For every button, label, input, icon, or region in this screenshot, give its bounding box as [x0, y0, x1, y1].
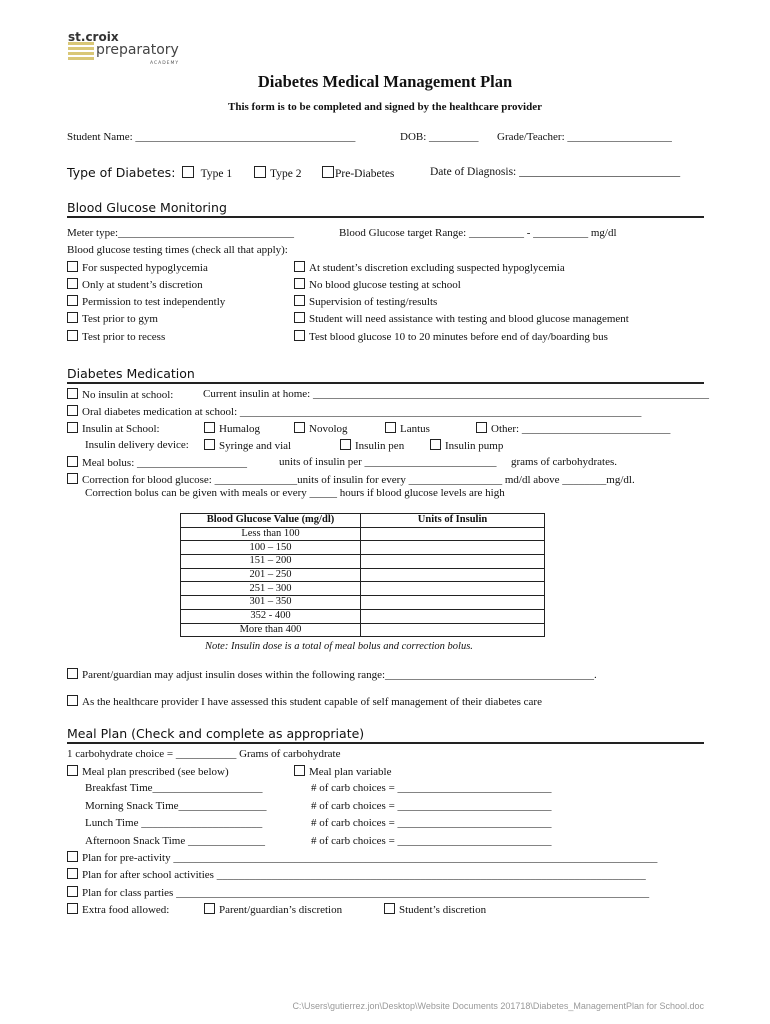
- bgm-left-option[interactable]: [67, 261, 208, 274]
- checkbox[interactable]: [204, 422, 215, 433]
- type2-checkbox[interactable]: [254, 166, 266, 178]
- option-label: Extra food allowed:: [82, 904, 170, 916]
- type2-option[interactable]: [254, 166, 301, 180]
- correction-interval-field[interactable]: Correction bolus can be given with meals or every _____ hours if blood glucose levels are high: [85, 487, 505, 499]
- option-label: Meal plan variable: [309, 766, 392, 778]
- bgm-right-option[interactable]: [294, 312, 629, 325]
- checkbox[interactable]: [294, 330, 305, 341]
- checkbox[interactable]: [430, 439, 441, 450]
- carb-choices-field[interactable]: # of carb choices = ____________________________: [311, 835, 552, 847]
- option-label: Test prior to recess: [82, 331, 166, 343]
- table-row: [181, 609, 545, 623]
- afternoon-snack-field[interactable]: Afternoon Snack Time ______________: [85, 835, 265, 847]
- option-label: Student’s discretion: [399, 904, 487, 916]
- carb-choice-field[interactable]: 1 carbohydrate choice = ___________ Grams of carbohydrate: [67, 748, 341, 760]
- checkbox[interactable]: [67, 422, 78, 433]
- meal-bolus-units-field[interactable]: units of insulin per ________________________: [279, 456, 497, 468]
- table-header-row: [181, 514, 545, 528]
- insulin-dosage-table: [180, 513, 545, 637]
- medication-heading: Diabetes Medication: [67, 366, 195, 381]
- page-subtitle: This form is to be completed and signed by the healthcare provider: [227, 101, 542, 113]
- meal-plan-heading: Meal Plan (Check and complete as appropriate): [67, 726, 365, 741]
- option-label: Plan for after school activities ______________________________________________________________________________: [82, 869, 646, 881]
- lunch-time-field[interactable]: Lunch Time ______________________: [85, 817, 263, 829]
- meal-bolus-grams-label: grams of carbohydrates.: [511, 456, 617, 468]
- checkbox[interactable]: [294, 765, 305, 776]
- meal-plan-divider: [67, 742, 704, 744]
- lantus-option[interactable]: [385, 422, 430, 435]
- bgm-left-option[interactable]: [67, 312, 158, 325]
- checkbox[interactable]: [294, 278, 305, 289]
- checkbox[interactable]: [67, 868, 78, 879]
- bgm-right-option[interactable]: [294, 261, 565, 274]
- class-parties-option[interactable]: [67, 886, 649, 899]
- humalog-option[interactable]: [204, 422, 260, 435]
- student-name-field[interactable]: Student Name: ________________________________________: [67, 131, 356, 143]
- meal-bolus-option[interactable]: [67, 456, 247, 469]
- carb-choices-field[interactable]: # of carb choices = ____________________________: [311, 800, 552, 812]
- units-cell[interactable]: [361, 582, 545, 596]
- option-label: Test blood glucose 10 to 20 minutes before end of day/boarding bus: [309, 331, 608, 343]
- bg-range-cell: 151 – 200: [181, 555, 361, 569]
- units-cell[interactable]: [361, 527, 545, 541]
- option-label: No insulin at school:: [82, 389, 174, 401]
- option-label: Lantus: [400, 423, 430, 435]
- checkbox[interactable]: [294, 295, 305, 306]
- bgm-right-option[interactable]: [294, 278, 461, 291]
- units-cell[interactable]: [361, 541, 545, 555]
- bgm-right-option[interactable]: [294, 330, 608, 343]
- checkbox[interactable]: [67, 312, 78, 323]
- checkbox[interactable]: [67, 388, 78, 399]
- checkbox[interactable]: [67, 668, 78, 679]
- document-path-footer: C:\Users\gutierrez.jon\Desktop\Website Documents 201718\Diabetes_ManagementPlan for School.doc: [292, 1001, 704, 1011]
- target-range-field[interactable]: Blood Glucose target Range: __________ - __________ mg/dl: [339, 227, 617, 239]
- carb-choices-field[interactable]: # of carb choices = ____________________________: [311, 817, 552, 829]
- school-logo: [66, 30, 186, 70]
- dob-field[interactable]: DOB: _________: [400, 131, 479, 143]
- date-of-diagnosis-field[interactable]: Date of Diagnosis: ____________________________: [430, 166, 681, 178]
- units-cell[interactable]: [361, 596, 545, 610]
- option-label: Syringe and vial: [219, 440, 292, 452]
- logo-line1: st.croix: [68, 30, 119, 44]
- col-units-header: Units of Insulin: [361, 514, 545, 528]
- testing-times-label: Blood glucose testing times (check all that apply):: [67, 244, 288, 256]
- option-label: Test prior to gym: [82, 313, 158, 325]
- bgm-left-option[interactable]: [67, 278, 203, 291]
- checkbox[interactable]: [340, 439, 351, 450]
- option-label: Plan for class parties ______________________________________________________________________________________: [82, 887, 650, 899]
- option-label: No blood glucose testing at school: [309, 279, 461, 291]
- checkbox[interactable]: [384, 903, 395, 914]
- units-cell[interactable]: [361, 555, 545, 569]
- option-label: Parent/guardian may adjust insulin doses within the following range:______________________________________.: [82, 669, 597, 681]
- option-label: For suspected hypoglycemia: [82, 262, 208, 274]
- checkbox[interactable]: [204, 903, 215, 914]
- option-label: Parent/guardian’s discretion: [219, 904, 343, 916]
- delivery-device-label: Insulin delivery device:: [85, 439, 189, 451]
- bgm-left-option[interactable]: [67, 330, 165, 343]
- type-of-diabetes-label: Type of Diabetes:: [67, 165, 176, 180]
- option-label: Permission to test independently: [82, 296, 226, 308]
- pre-activity-option[interactable]: [67, 851, 657, 864]
- table-row: [181, 555, 545, 569]
- bg-range-cell: 201 – 250: [181, 568, 361, 582]
- bg-range-cell: 100 – 150: [181, 541, 361, 555]
- option-label: Oral diabetes medication at school: _________________________________________________________________________: [82, 406, 642, 418]
- meal-prescribed-option[interactable]: [67, 765, 229, 778]
- type2-label: Type 2: [270, 168, 302, 180]
- parent-discretion-option[interactable]: [204, 903, 342, 916]
- student-discretion-option[interactable]: [384, 903, 486, 916]
- syringe-option[interactable]: [204, 439, 291, 452]
- checkbox[interactable]: [67, 405, 78, 416]
- option-label: Correction for blood glucose: _______________units of insulin for every _________________ md/dl above ________mg/dl.: [82, 474, 635, 486]
- option-label: Insulin at School:: [82, 423, 160, 435]
- option-label: Supervision of testing/results: [309, 296, 438, 308]
- table-row: [181, 527, 545, 541]
- checkbox[interactable]: [294, 312, 305, 323]
- option-label: Insulin pen: [355, 440, 405, 452]
- correction-option[interactable]: [67, 473, 635, 486]
- checkbox[interactable]: [67, 695, 78, 706]
- type1-checkbox[interactable]: [182, 166, 194, 178]
- after-school-option[interactable]: [67, 868, 646, 881]
- checkbox[interactable]: [476, 422, 487, 433]
- option-label: Other: ___________________________: [491, 423, 671, 435]
- bg-range-cell: More than 400: [181, 623, 361, 637]
- meal-variable-option[interactable]: [294, 765, 391, 778]
- morning-snack-field[interactable]: Morning Snack Time________________: [85, 800, 267, 812]
- table-row: [181, 582, 545, 596]
- option-label: At student’s discretion excluding suspected hypoglycemia: [309, 262, 565, 274]
- checkbox[interactable]: [67, 903, 78, 914]
- bgm-divider: [67, 216, 704, 218]
- type1-option[interactable]: [182, 166, 232, 180]
- other-insulin-option[interactable]: [476, 422, 670, 435]
- table-row: [181, 623, 545, 637]
- no-insulin-option[interactable]: [67, 388, 173, 401]
- current-insulin-field[interactable]: Current insulin at home: ________________________________________________________________________: [203, 388, 709, 400]
- checkbox[interactable]: [67, 456, 78, 467]
- checkbox[interactable]: [67, 851, 78, 862]
- units-cell[interactable]: [361, 609, 545, 623]
- option-label: Meal plan prescribed (see below): [82, 766, 229, 778]
- oral-medication-option[interactable]: [67, 405, 641, 418]
- logo-line3: ACADEMY: [150, 61, 180, 66]
- self-management-option[interactable]: [67, 695, 542, 708]
- checkbox[interactable]: [67, 295, 78, 306]
- option-label: Humalog: [219, 423, 260, 435]
- bg-range-cell: 352 - 400: [181, 609, 361, 623]
- col-bg-value-header: Blood Glucose Value (mg/dl): [181, 514, 361, 528]
- option-label: Insulin pump: [445, 440, 504, 452]
- checkbox[interactable]: [67, 886, 78, 897]
- option-label: As the healthcare provider I have assessed this student capable of self management of their diabetes care: [82, 696, 542, 708]
- option-label: Meal bolus: ____________________: [82, 457, 247, 469]
- meter-type-field[interactable]: Meter type:________________________________: [67, 227, 295, 239]
- checkbox[interactable]: [67, 473, 78, 484]
- units-cell[interactable]: [361, 568, 545, 582]
- type1-label: Type 1: [200, 168, 233, 180]
- bg-range-cell: 301 – 350: [181, 596, 361, 610]
- option-label: Student will need assistance with testing and blood glucose management: [309, 313, 629, 325]
- breakfast-time-field[interactable]: Breakfast Time____________________: [85, 782, 263, 794]
- carb-choices-field[interactable]: # of carb choices = ____________________________: [311, 782, 552, 794]
- pump-option[interactable]: [430, 439, 503, 452]
- checkbox[interactable]: [385, 422, 396, 433]
- option-label: Only at student’s discretion: [82, 279, 203, 291]
- bgm-heading: Blood Glucose Monitoring: [67, 200, 227, 215]
- prediabetes-label: Pre-Diabetes: [335, 168, 395, 180]
- insulin-at-school-option[interactable]: [67, 422, 160, 435]
- bg-range-cell: Less than 100: [181, 527, 361, 541]
- bg-range-cell: 251 – 300: [181, 582, 361, 596]
- logo-line2: preparatory: [96, 42, 179, 58]
- bgm-right-option[interactable]: [294, 295, 437, 308]
- bgm-left-option[interactable]: [67, 295, 225, 308]
- checkbox[interactable]: [67, 278, 78, 289]
- prediabetes-checkbox[interactable]: [322, 166, 334, 178]
- medication-divider: [67, 382, 704, 384]
- table-row: [181, 568, 545, 582]
- table-note: Note: Insulin dose is a total of meal bolus and correction bolus.: [205, 641, 473, 652]
- table-row: [181, 596, 545, 610]
- extra-food-option[interactable]: [67, 903, 169, 916]
- grade-teacher-field[interactable]: Grade/Teacher: ___________________: [497, 131, 672, 143]
- option-label: Novolog: [309, 423, 348, 435]
- units-cell[interactable]: [361, 623, 545, 637]
- checkbox[interactable]: [294, 261, 305, 272]
- checkbox[interactable]: [67, 261, 78, 272]
- parent-adjust-option[interactable]: [67, 668, 597, 681]
- option-label: Plan for pre-activity ________________________________________________________________________________________: [82, 852, 658, 864]
- checkbox[interactable]: [294, 422, 305, 433]
- table-row: [181, 541, 545, 555]
- checkbox[interactable]: [67, 330, 78, 341]
- novolog-option[interactable]: [294, 422, 348, 435]
- checkbox[interactable]: [204, 439, 215, 450]
- checkbox[interactable]: [67, 765, 78, 776]
- pen-option[interactable]: [340, 439, 404, 452]
- page-title: Diabetes Medical Management Plan: [257, 72, 513, 91]
- prediabetes-option[interactable]: [322, 166, 394, 180]
